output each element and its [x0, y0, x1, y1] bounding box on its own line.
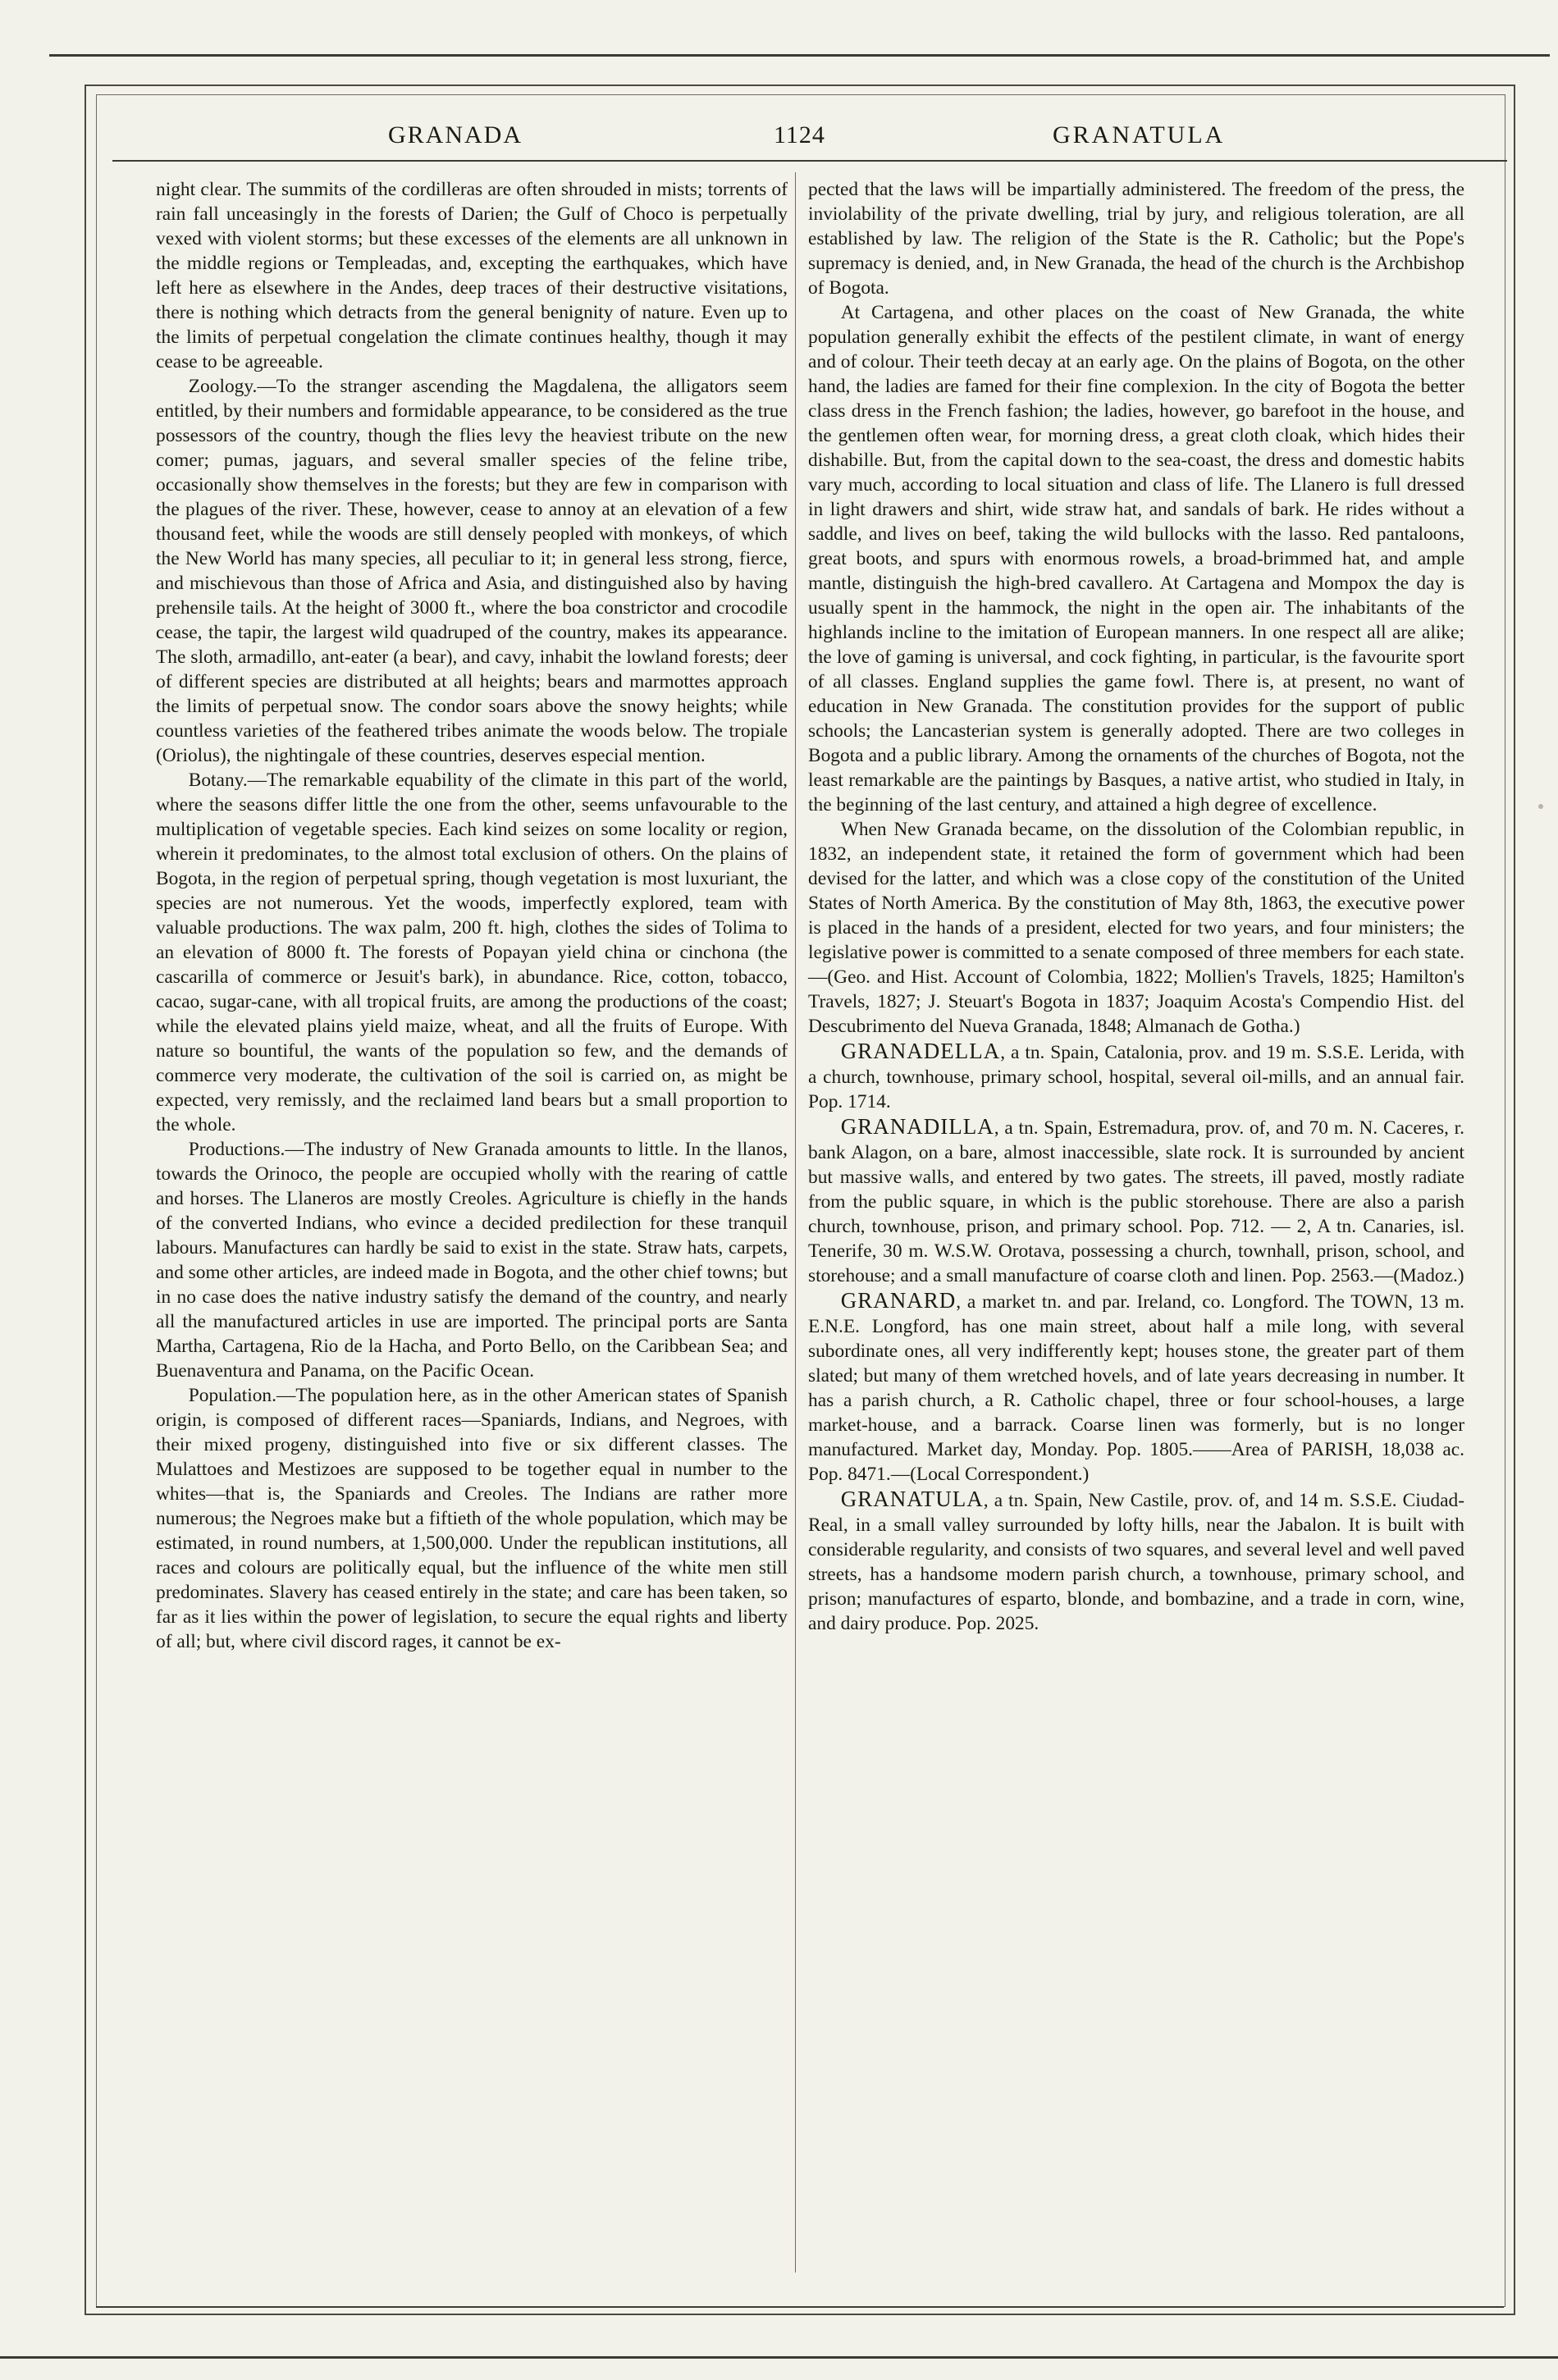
entry-text: , a tn. Spain, Estremadura, prov. of, and 70 m. N. Caceres, r. bank Alagon, on a bare, almost inaccessible, slate rock. It is surrounded by ancient but massive walls, and entered by two gates. The streets, ill paved, mostly radiate from the public square, in which is the public storehouse. There are also a parish church, townhouse, prison, and primary school. Pop. 712. — 2, A tn. Canaries, isl. Tenerife, 30 m. W.S.W. Orotava, possessing a church, townhall, prison, school, and storehouse; and a small manufacture of coarse cloth and linen. Pop. 2563.—(Madoz.) — [808, 1117, 1464, 1286]
running-header — [85, 115, 1515, 161]
entry-headword: GRANADILLA — [840, 1114, 994, 1139]
column-divider — [795, 172, 796, 2273]
outer-rule-bottom — [0, 2356, 1558, 2359]
paragraph-government: When New Granada became, on the dissolution of the Colombian republic, in 1832, an independent state, it retained the form of government which had been devised for the latter, and which was a close copy of the constitution of the United States of North America. By the constitution of May 8th, 1863, the executive power is placed in the hands of a president, elected for two years, and four ministers; the legislative power is committed to a senate composed of three members for each state.—(Geo. and Hist. Account of Colombia, 1822; Mollien's Travels, 1825; Hamilton's Travels, 1827; J. Steuart's Bogota in 1837; Joaquim Acosta's Compendio Hist. del Descubrimento del Nueva Granada, 1848; Almanach de Gotha.) — [808, 819, 1464, 1037]
entry-headword: GRANADELLA — [840, 1039, 1001, 1063]
entry-granard — [808, 1288, 1464, 1487]
entry-granatula — [808, 1487, 1464, 1636]
paragraph-botany: Botany.—The remarkable equability of the climate in this part of the world, where the seasons differ little the one from the other, seems unfavourable to the multiplication of vegetable species. Each kind seizes on some locality or region, wherein it predominates, to the almost total exclusion of others. On the plains of Bogota, in the region of perpetual spring, though vegetation is most luxuriant, the species are not numerous. Yet the woods, imperfectly explored, team with valuable productions. The wax palm, 200 ft. high, clothes the sides of Tolima to an elevation of 8000 ft. The forests of Popayan yield china or cinchona (the cascarilla of commerce or Jesuit's bark), in abundance. Rice, cotton, tobacco, cacao, sugar-cane, with all tropical fruits, are among the productions of the coast; while the elevated plains yield maize, wheat, and all the fruits of Europe. With nature so bountiful, the wants of the population so few, and the demands of commerce very moderate, the cultivation of the soil is carried on, as might be expected, very remissly, and the reclaimed land bears but a small proportion to the whole. — [156, 770, 788, 1135]
paragraph-productions: Productions.—The industry of New Granada amounts to little. In the llanos, towards the Orinoco, the people are occupied wholly with the rearing of cattle and horses. The Llaneros are mostly Creoles. Agriculture is chiefly in the hands of the converted Indians, who evince a decided predilection for these tranquil labours. Manufactures can hardly be said to exist in the state. Straw hats, carpets, and some other articles, are indeed made in Bogota, and the other chief towns; but in no case does the native industry satisfy the demand of the country, and nearly all the manufactured articles in use are imported. The principal ports are Santa Martha, Cartagena, Rio de la Hacha, and Porto Bello, on the Caribbean Sea; and Buenaventura and Panama, on the Pacific Ocean. — [156, 1139, 788, 1382]
header-rule — [112, 160, 1507, 162]
header-left-word: GRANADA — [388, 121, 523, 148]
outer-rule-top — [49, 54, 1550, 57]
page-number: 1124 — [774, 121, 825, 148]
left-column — [156, 177, 788, 1654]
entry-granadilla — [808, 1114, 1464, 1288]
entry-text: , a tn. Spain, Catalonia, prov. and 19 m. S.S.E. Lerida, with a church, townhouse, primary school, hospital, several oil-mills, and an annual fair. Pop. 1714. — [808, 1042, 1464, 1112]
header-right-word: GRANATULA — [1053, 121, 1226, 148]
paper-spot — [1538, 804, 1543, 809]
paragraph-laws: pected that the laws will be impartially administered. The freedom of the press, the inviolability of the private dwelling, trial by jury, and religious toleration, are all established by law. The religion of the State is the R. Catholic; but the Pope's supremacy is denied, and, in New Granada, the head of the church is the Archbishop of Bogota. — [808, 179, 1464, 299]
paragraph-climate: night clear. The summits of the cordilleras are often shrouded in mists; torrents of rain fall unceasingly in the forests of Darien; the Gulf of Choco is perpetually vexed with violent storms; but these excesses of the elements are all unknown in the middle regions or Templeadas, and, excepting the earthquakes, which have left here as elsewhere in the Andes, deep traces of their destructive visitations, there is nothing which detracts from the general benignity of nature. Even up to the limits of perpetual congelation the climate continues healthy, though it may cease to be agreeable. — [156, 179, 788, 372]
right-column — [808, 177, 1464, 1636]
entry-text: , a market tn. and par. Ireland, co. Longford. The TOWN, 13 m. E.N.E. Longford, has one main street, about half a mile long, with several subordinate ones, all very indifferently kept; houses stone, the greater part of them slated; but many of them wretched hovels, and of late years decreasing in number. It has a parish church, a R. Catholic chapel, three or four school-houses, a large market-house, and a barrack. Coarse linen was formerly, but is no longer manufactured. Market day, Monday. Pop. 1805.——Area of PARISH, 18,038 ac. Pop. 8471.—(Local Correspondent.) — [808, 1291, 1464, 1485]
paragraph-manners: At Cartagena, and other places on the coast of New Granada, the white population generally exhibit the effects of the pestilent climate, in want of energy and of colour. Their teeth decay at an early age. On the plains of Bogota, on the other hand, the ladies are famed for their fine complexion. In the city of Bogota the better class dress in the French fashion; the ladies, however, go barefoot in the house, and the gentlemen often wear, for morning dress, a great cloth cloak, which hides their dishabille. But, from the capital down to the sea-coast, the dress and domestic habits vary much, according to local situation and class of life. The Llanero is full dressed in light drawers and shirt, wide straw hat, and sandals of bark. He rides without a saddle, and lives on beef, taking the wild bullocks with the lasso. Red pantaloons, great boots, and spurs with enormous rowels, a broad-brimmed hat, and ample mantle, distinguish the high-bred cavallero. At Cartagena and Mompox the day is usually spent in the hammock, the night in the open air. The inhabitants of the highlands incline to the imitation of European manners. In one respect all are alike; the love of gaming is universal, and cock fighting, in particular, is the favourite sport of all classes. England supplies the game fowl. There is, at present, no want of education in New Granada. The constitution provides for the support of public schools; the Lancasterian system is generally adopted. There are two colleges in Bogota and a public library. Among the ornaments of the churches of Bogota, not the least remarkable are the paintings by Basques, a native artist, who studied in Italy, in the beginning of the last century, and attained a high degree of excellence. — [808, 302, 1464, 815]
bottom-rule — [96, 2306, 1504, 2308]
entry-headword: GRANARD — [840, 1288, 957, 1313]
entry-text: , a tn. Spain, New Castile, prov. of, and 14 m. S.S.E. Ciudad-Real, in a small valley surrounded by lofty hills, near the Jabalon. It is built with considerable regularity, and consists of two squares, and several level and well paved streets, has a handsome modern parish church, a townhouse, primary school, and prison; manufactures of esparto, blonde, and bombazine, and a trade in corn, wine, and dairy produce. Pop. 2025. — [808, 1490, 1464, 1634]
entry-headword: GRANATULA — [840, 1487, 984, 1511]
entry-granadella — [808, 1039, 1464, 1114]
paragraph-population: Population.—The population here, as in the other American states of Spanish origin, is composed of different races—Spaniards, Indians, and Negroes, with their mixed progeny, distinguished into five or six different classes. The Mulattoes and Mestizoes are supposed to be together equal in number to the whites—that is, the Spaniards and Creoles. The Indians are rather more numerous; the Negroes make but a fiftieth of the whole population, which may be estimated, in round numbers, at 1,500,000. Under the republican institutions, all races and colours are politically equal, but the influence of the white men still predominates. Slavery has ceased entirely in the state; and care has been taken, so far as it lies within the power of legislation, to secure the equal rights and liberty of all; but, where civil discord rages, it cannot be ex- — [156, 1385, 788, 1652]
paragraph-zoology: Zoology.—To the stranger ascending the Magdalena, the alligators seem entitled, by their numbers and formidable appearance, to be considered as the true possessors of the country, though the flies levy the heaviest tribute on the new comer; pumas, jaguars, and several smaller species of the feline tribe, occasionally show themselves in the forests; but they are few in comparison with the plagues of the river. These, however, cease to annoy at an elevation of a few thousand feet, while the woods are still densely peopled with monkeys, of which the New World has many species, all peculiar to it; in general less strong, fierce, and mischievous than those of Africa and Asia, and distinguished also by having prehensile tails. At the height of 3000 ft., where the boa constrictor and crocodile cease, the tapir, the largest wild quadruped of the country, makes its appearance. The sloth, armadillo, ant-eater (a bear), and cavy, inhabit the lowland forests; deer of different species are distributed at all heights; bears and marmottes approach the limits of perpetual snow. The condor soars above the snowy heights; while countless varieties of the feathered tribes animate the woods below. The tropiale (Oriolus), the nightingale of these countries, deserves especial mention. — [156, 376, 788, 766]
